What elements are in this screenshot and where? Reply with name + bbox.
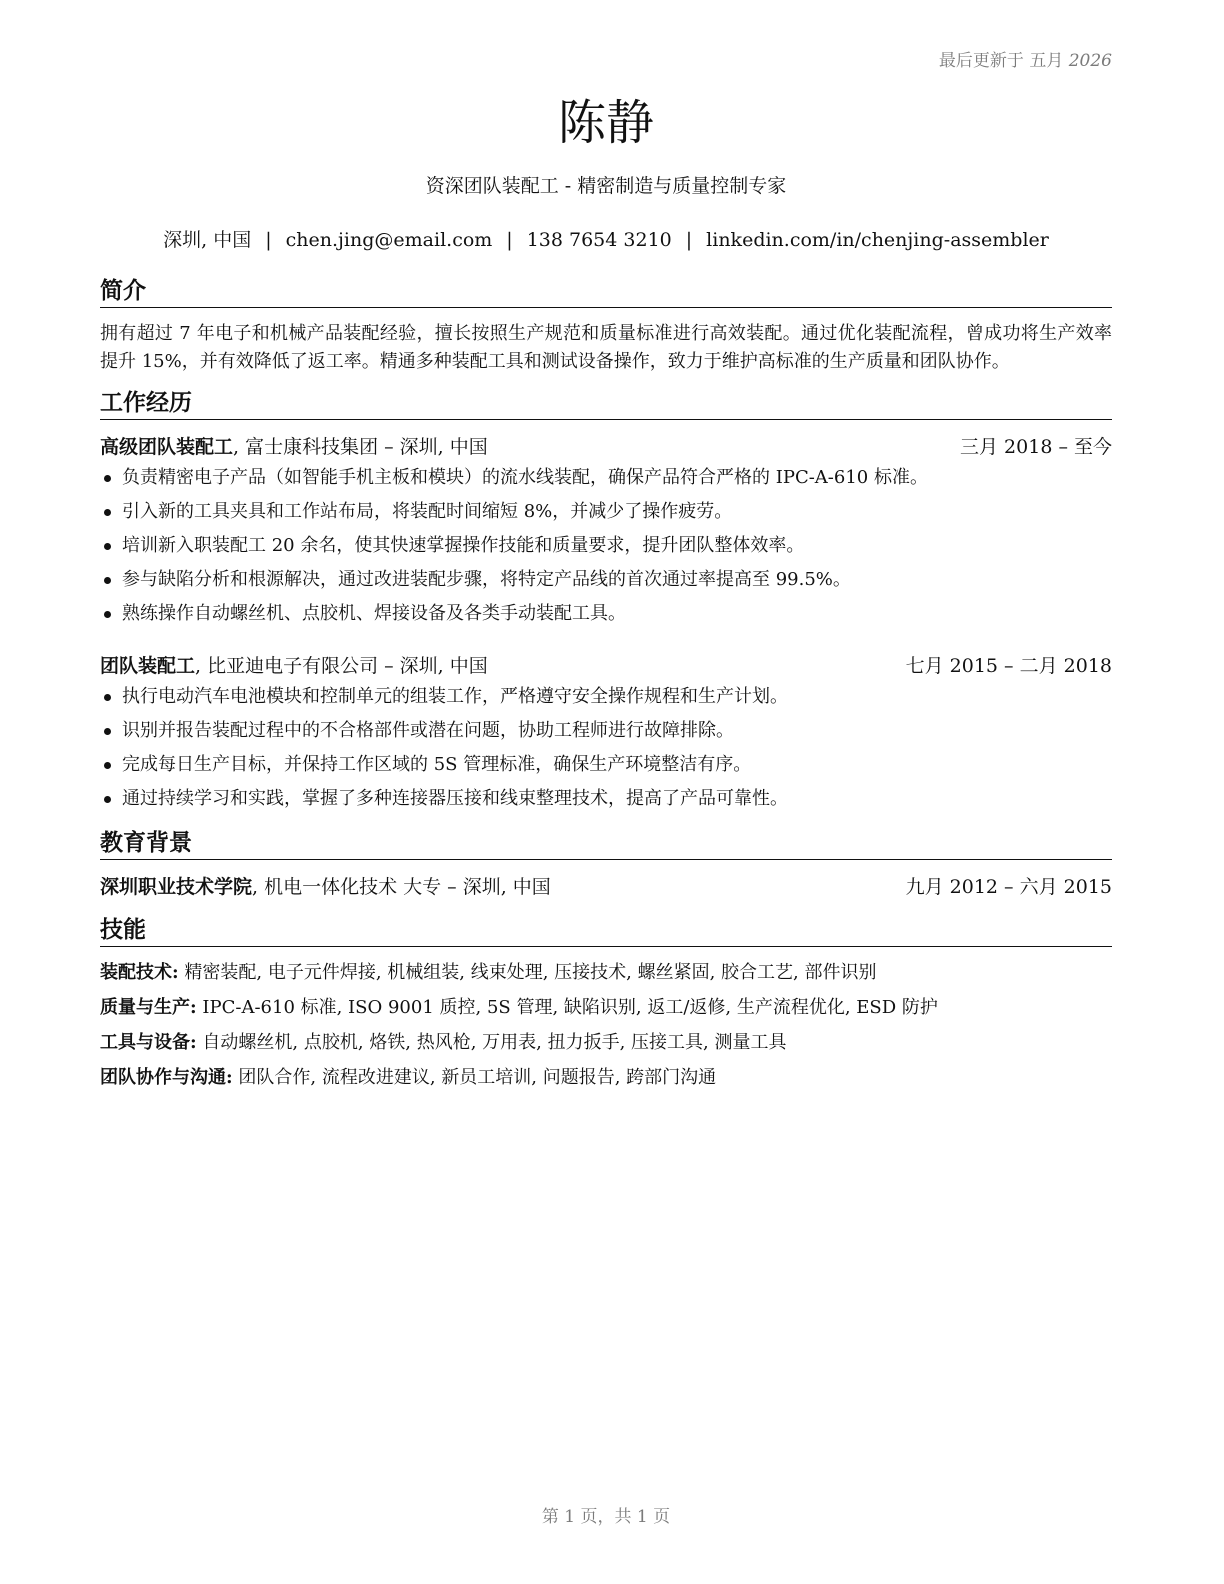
- summary-text: 拥有超过 7 年电子和机械产品装配经验，擅长按照生产规范和质量标准进行高效装配。通过优化装配流程，曾成功将生产效率提升 15%，并有效降低了返工率。精通多种装配工具和测试设备操作，致力于维护高标准的生产质量和团队协作。: [100, 323, 1112, 372]
- job-header: [100, 434, 1112, 460]
- section-title-experience: 工作经历: [100, 389, 1112, 420]
- skill-value: 精密装配, 电子元件焊接, 机械组装, 线束处理, 压接技术, 螺丝紧固, 胶合工艺, 部件识别: [178, 962, 877, 983]
- list-item: 完成每日生产目标，并保持工作区域的 5S 管理标准，确保生产环境整洁有序。: [100, 748, 1112, 782]
- skill-label: 工具与设备:: [100, 1032, 197, 1053]
- last-updated-year: 2026: [1068, 51, 1112, 71]
- job-role: 高级团队装配工: [100, 436, 234, 458]
- list-item: 引入新的工具夹具和工作站布局，将装配时间缩短 8%，并减少了操作疲劳。: [100, 495, 1112, 529]
- list-item: 参与缺陷分析和根源解决，通过改进装配步骤，将特定产品线的首次通过率提高至 99.5%。: [100, 563, 1112, 597]
- contact-separator: |: [265, 229, 272, 251]
- contact-separator: |: [506, 229, 513, 251]
- page-number: 第 1 页，共 1 页: [541, 1507, 671, 1527]
- section-title-education: 教育背景: [100, 829, 1112, 860]
- list-item: 执行电动汽车电池模块和控制单元的组装工作，严格遵守安全操作规程和生产计划。: [100, 680, 1112, 714]
- section-title-skills: 技能: [100, 916, 1112, 947]
- skill-row: [100, 995, 1112, 1021]
- contact-linkedin[interactable]: linkedin.com/in/chenjing-assembler: [706, 229, 1049, 251]
- job-dates: 三月 2018 – 至今: [960, 436, 1112, 458]
- contact-email[interactable]: chen.jing@email.com: [285, 229, 493, 251]
- candidate-headline: 资深团队装配工 - 精密制造与质量控制专家: [425, 175, 787, 197]
- job-role: 团队装配工: [100, 655, 196, 677]
- job-bullets: [100, 680, 1112, 816]
- job-bullets: [100, 461, 1112, 631]
- list-item: 熟练操作自动螺丝机、点胶机、焊接设备及各类手动装配工具。: [100, 597, 1112, 631]
- skill-label: 团队协作与沟通:: [100, 1067, 233, 1088]
- list-item: 负责精密电子产品（如智能手机主板和模块）的流水线装配，确保产品符合严格的 IPC-A-610 标准。: [100, 461, 1112, 495]
- job-header: [100, 653, 1112, 679]
- section-title-summary: 简介: [100, 277, 1112, 308]
- skill-row: [100, 1030, 1112, 1056]
- skill-value: 自动螺丝机, 点胶机, 烙铁, 热风枪, 万用表, 扭力扳手, 压接工具, 测量工具: [196, 1032, 787, 1053]
- candidate-name: 陈静: [557, 95, 654, 151]
- skill-label: 质量与生产:: [100, 997, 197, 1018]
- last-updated: [939, 46, 1112, 71]
- list-item: 识别并报告装配过程中的不合格部件或潜在问题，协助工程师进行故障排除。: [100, 714, 1112, 748]
- job-dates: 七月 2015 – 二月 2018: [905, 655, 1112, 677]
- education-dates: 九月 2012 – 六月 2015: [905, 876, 1112, 898]
- contact-line: [100, 225, 1112, 252]
- education-entry: [100, 874, 1112, 900]
- resume-page: [100, 0, 1112, 1584]
- list-item: 培训新入职装配工 20 余名，使其快速掌握操作技能和质量要求，提升团队整体效率。: [100, 529, 1112, 563]
- contact-location: 深圳, 中国: [163, 229, 252, 251]
- contact-separator: |: [685, 229, 693, 251]
- skill-value: 团队合作, 流程改进建议, 新员工培训, 问题报告, 跨部门沟通: [232, 1067, 717, 1088]
- skill-row: [100, 1065, 1112, 1091]
- contact-phone: 138 7654 3210: [526, 229, 672, 251]
- skill-label: 装配技术:: [100, 962, 179, 983]
- last-updated-month: 最后更新于 五月: [938, 51, 1064, 71]
- list-item: 通过持续学习和实践，掌握了多种连接器压接和线束整理技术，提高了产品可靠性。: [100, 782, 1112, 816]
- education-school: 深圳职业技术学院: [100, 876, 253, 898]
- education-detail: , 机电一体化技术 大专 – 深圳, 中国: [252, 876, 551, 898]
- skill-row: [100, 960, 1112, 986]
- job-org: , 富士康科技集团 – 深圳, 中国: [233, 436, 488, 458]
- job-org: , 比亚迪电子有限公司 – 深圳, 中国: [195, 655, 488, 677]
- skill-value: IPC-A-610 标准, ISO 9001 质控, 5S 管理, 缺陷识别, 返工/返修, 生产流程优化, ESD 防护: [196, 997, 938, 1018]
